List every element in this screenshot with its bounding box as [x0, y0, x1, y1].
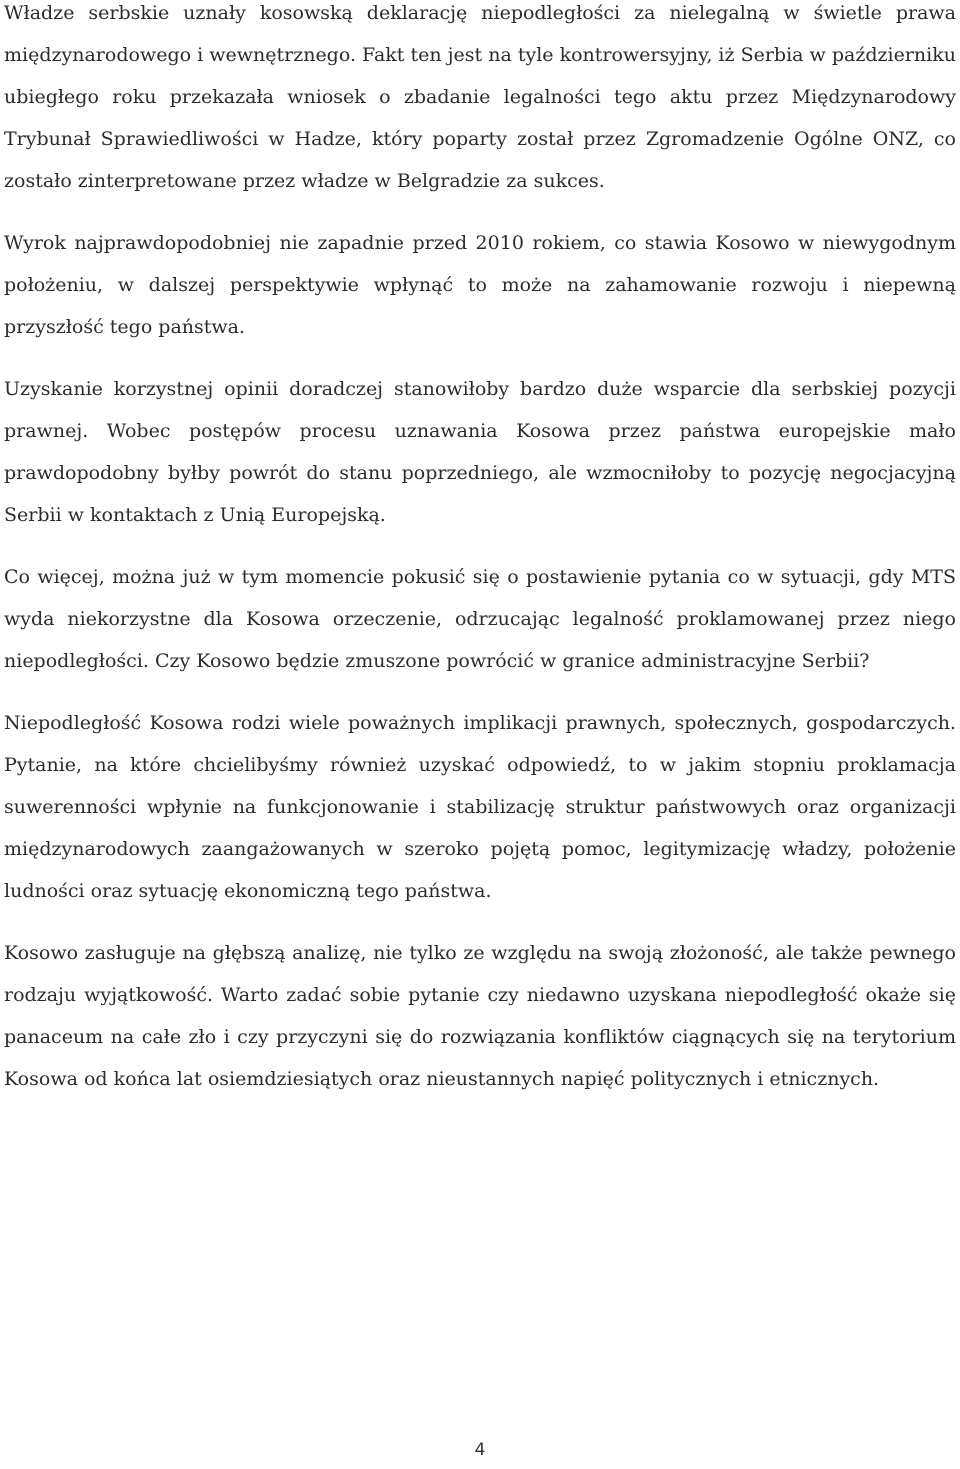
paragraph: Co więcej, można już w tym momencie pokusić się o postawienie pytania co w sytuacji, gdy MTS wyda niekorzystne dla Kosowa orzeczenie, odrzucając legalność proklamowanej przez niego niepodległości. Czy Kosowo będzie zmuszone powrócić w granice administracyjne Serbii?	[4, 566, 956, 672]
paragraph: Uzyskanie korzystnej opinii doradczej stanowiłoby bardzo duże wsparcie dla serbskiej pozycji prawnej. Wobec postępów procesu uznawania Kosowa przez państwa europejskie mało prawdopodobny byłby powrót do stanu poprzedniego, ale wzmocniłoby to pozycję negocjacyjną Serbii w kontaktach z Unią Europejską.	[4, 378, 956, 526]
paragraph: Wyrok najprawdopodobniej nie zapadnie przed 2010 rokiem, co stawia Kosowo w niewygodnym położeniu, w dalszej perspektywie wpłynąć to może na zahamowanie rozwoju i niepewną przyszłość tego państwa.	[4, 232, 956, 338]
page-number: 4	[474, 1440, 486, 1460]
paragraph: Kosowo zasługuje na głębszą analizę, nie tylko ze względu na swoją złożoność, ale także pewnego rodzaju wyjątkowość. Warto zadać sobie pytanie czy niedawno uzyskana niepodległość okaże się panaceum na całe zło i czy przyczyni się do rozwiązania konfliktów ciągnących się na terytorium Kosowa od końca lat osiemdziesiątych oraz nieustannych napięć politycznych i etnicznych.	[4, 942, 956, 1090]
paragraph: Niepodległość Kosowa rodzi wiele poważnych implikacji prawnych, społecznych, gospodarczych. Pytanie, na które chcielibyśmy również uzyskać odpowiedź, to w jakim stopniu proklamacja suwerenności wpłynie na funkcjonowanie i stabilizację struktur państwowych oraz organizacji międzynarodowych zaangażowanych w szeroko pojętą pomoc, legitymizację władzy, położenie ludności oraz sytuację ekonomiczną tego państwa.	[4, 712, 956, 902]
paragraph: Władze serbskie uznały kosowską deklarację niepodległości za nielegalną w świetle prawa międzynarodowego i wewnętrznego. Fakt ten jest na tyle kontrowersyjny, iż Serbia w październiku ubiegłego roku przekazała wniosek o zbadanie legalności tego aktu przez Międzynarodowy Trybunał Sprawiedliwości w Hadze, który poparty został przez Zgromadzenie Ogólne ONZ, co zostało zinterpretowane przez władze w Belgradzie za sukces.	[4, 2, 956, 192]
document-body	[4, 0, 956, 1120]
